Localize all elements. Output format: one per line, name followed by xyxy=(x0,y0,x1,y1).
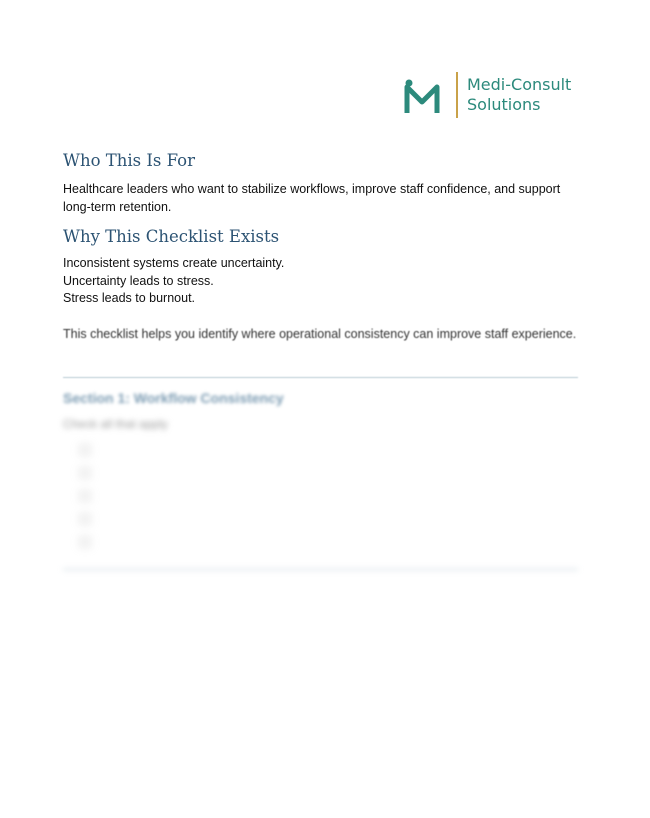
who-heading: Who This Is For xyxy=(63,151,195,170)
logo-line-2: Solutions xyxy=(467,95,541,114)
section-1-title: Section 1: Workflow Consistency xyxy=(63,390,284,406)
table-row xyxy=(68,673,468,696)
table-row xyxy=(68,650,468,673)
checklist-item[interactable] xyxy=(80,484,97,507)
section-1-subtitle: Check all that apply xyxy=(63,417,168,431)
table-row xyxy=(68,719,468,742)
section-1-checklist xyxy=(80,438,97,553)
checklist-item[interactable] xyxy=(80,461,97,484)
logo-m-icon xyxy=(403,75,441,115)
checkbox-icon[interactable] xyxy=(80,537,90,547)
why-heading: Why This Checklist Exists xyxy=(63,227,280,246)
checkbox-icon[interactable] xyxy=(80,514,90,524)
why-text: This checklist helps you identify where operational consistency can improve staff experience. xyxy=(63,327,577,341)
logo-text xyxy=(467,75,571,115)
logo-divider xyxy=(456,72,458,118)
checkbox-icon[interactable] xyxy=(80,468,90,478)
table-row xyxy=(68,696,468,719)
logo-line-1: Medi-Consult xyxy=(467,75,572,94)
section-divider xyxy=(63,377,578,378)
section-divider-2 xyxy=(63,569,578,570)
checkbox-icon[interactable] xyxy=(80,491,90,501)
why-line-2: Uncertainty leads to stress. xyxy=(63,274,214,288)
company-logo xyxy=(403,72,571,118)
checklist-item[interactable] xyxy=(80,530,97,553)
checkbox-icon[interactable] xyxy=(80,445,90,455)
who-text: Healthcare leaders who want to stabilize workflows, improve staff confidence, and support long-term retention. xyxy=(63,182,561,214)
section-2-table xyxy=(68,650,468,742)
why-line-1: Inconsistent systems create uncertainty. xyxy=(63,256,285,270)
why-line-3: Stress leads to burnout. xyxy=(63,291,196,305)
checklist-item[interactable] xyxy=(80,438,97,461)
checklist-item[interactable] xyxy=(80,507,97,530)
